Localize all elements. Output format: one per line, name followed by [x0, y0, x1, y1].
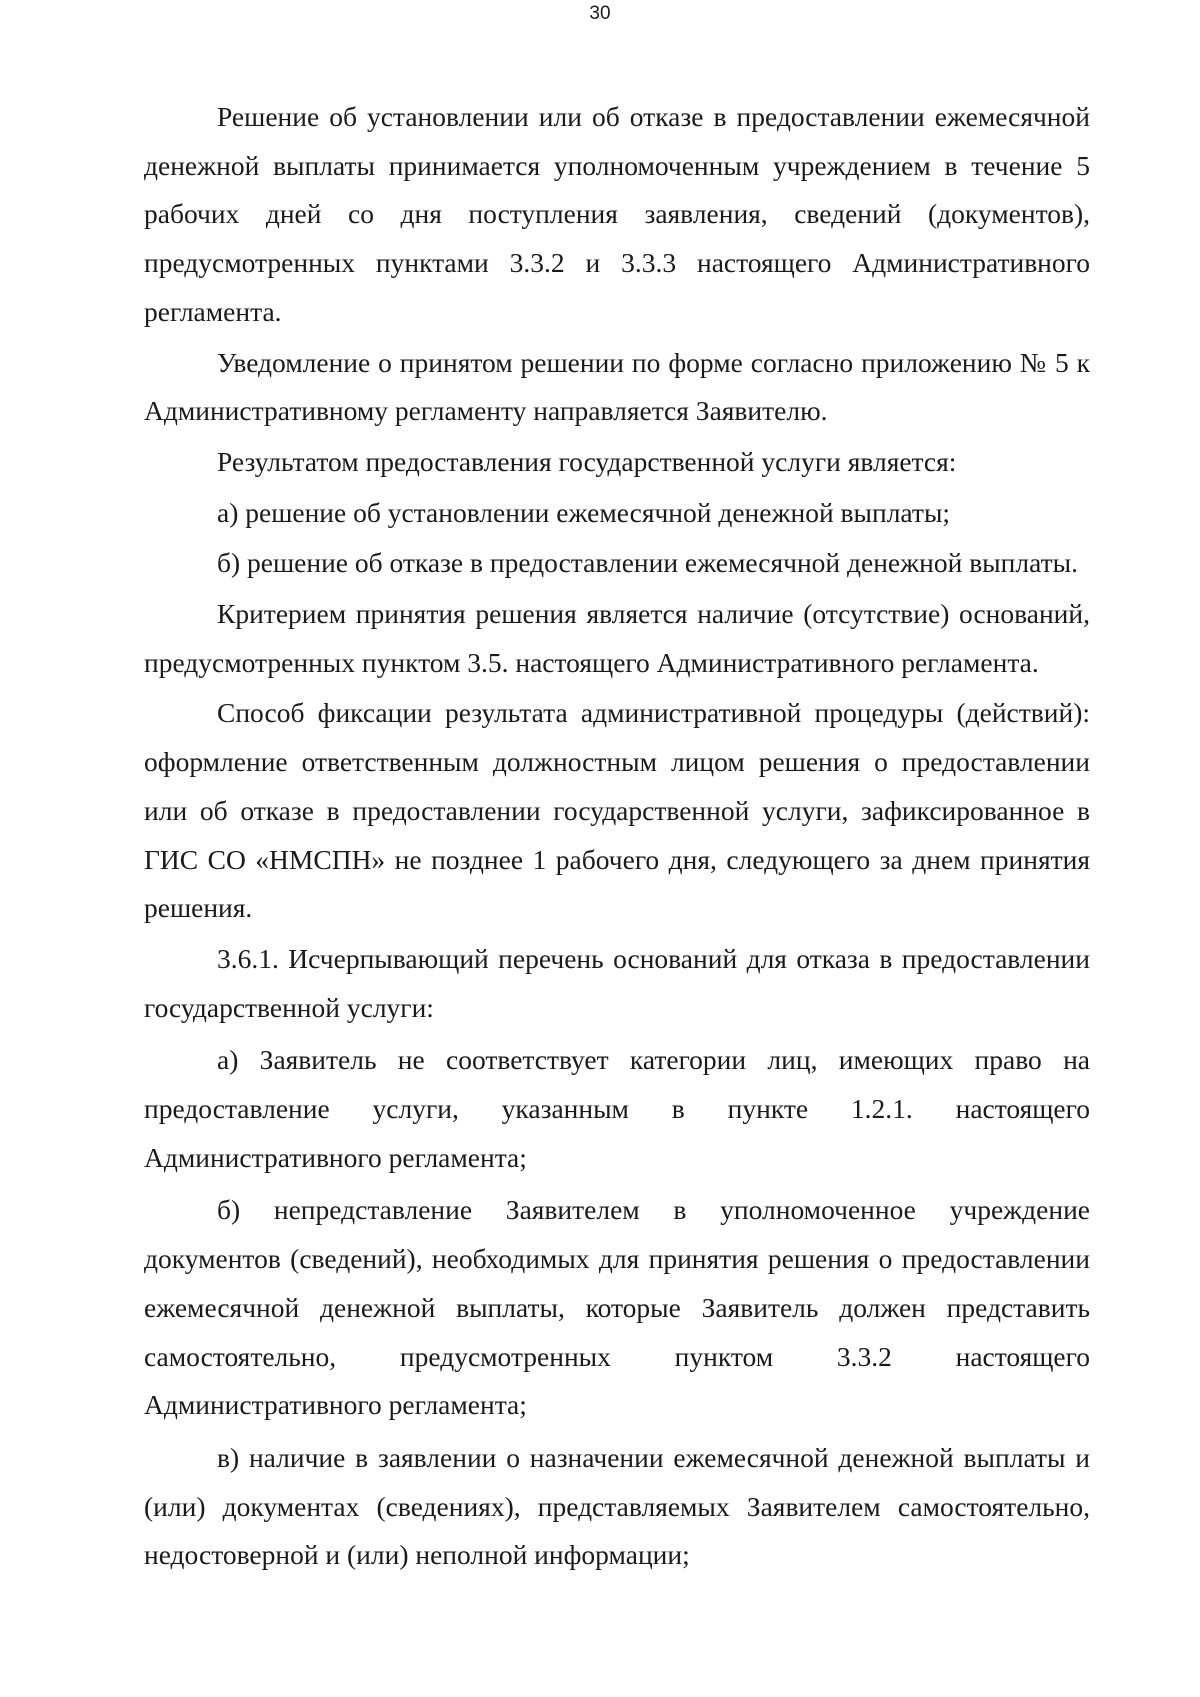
list-item-result-a: а) решение об установлении ежемесячной денежной выплаты;	[217, 496, 951, 528]
paragraph-decision-term: Решение об установлении или об отказе в предоставлении ежемесячной денежной выплаты принимается уполномоченным учреждением в течение 5 рабочих дней со дня поступления заявления, сведений (документов), предусмотренных пунктами 3.3.2 и 3.3.3 настоящего Административного регламента.	[144, 101, 1090, 327]
list-item-refusal-a: а) Заявитель не соответствует категории лиц, имеющих право на предоставление услуги, указанным в пункте 1.2.1. настоящего Административного регламента;	[144, 1044, 1090, 1173]
paragraph-notification: Уведомление о принятом решении по форме согласно приложению № 5 к Административному регламенту направляется Заявителю.	[144, 346, 1090, 427]
document-body	[144, 93, 1090, 1580]
paragraph-result-intro: Результатом предоставления государственной услуги является:	[217, 445, 957, 477]
paragraph-decision-criterion: Критерием принятия решения является наличие (отсутствие) оснований, предусмотренных пунктом 3.5. настоящего Административного регламента.	[144, 598, 1090, 678]
list-item-refusal-c: в) наличие в заявлении о назначении ежемесячной денежной выплаты и (или) документах (сведениях), представляемых Заявителем самостоятельно, недостоверной и (или) неполной информации;	[144, 1441, 1090, 1571]
section-heading-3-6-1: 3.6.1. Исчерпывающий перечень оснований для отказа в предоставлении государственной услуги:	[144, 942, 1090, 1023]
page-number: 30	[589, 3, 611, 24]
list-item-result-b: б) решение об отказе в предоставлении ежемесячной денежной выплаты.	[217, 547, 1078, 579]
paragraph-fixation-method: Способ фиксации результата административной процедуры (действий): оформление ответственным должностным лицом решения о предоставлении или об отказе в предоставлении государственной услуги, зафиксированное в ГИС СО «НМСПН» не позднее 1 рабочего дня, следующего за днем принятия решения.	[144, 697, 1090, 924]
list-item-refusal-b: б) непредставление Заявителем в уполномоченное учреждение документов (сведений), необходимых для принятия решения о предоставлении ежемесячной денежной выплаты, которые Заявитель должен представить самостоятельно, предусмотренных пунктом 3.3.2 настоящего Административного регламента;	[144, 1194, 1090, 1421]
